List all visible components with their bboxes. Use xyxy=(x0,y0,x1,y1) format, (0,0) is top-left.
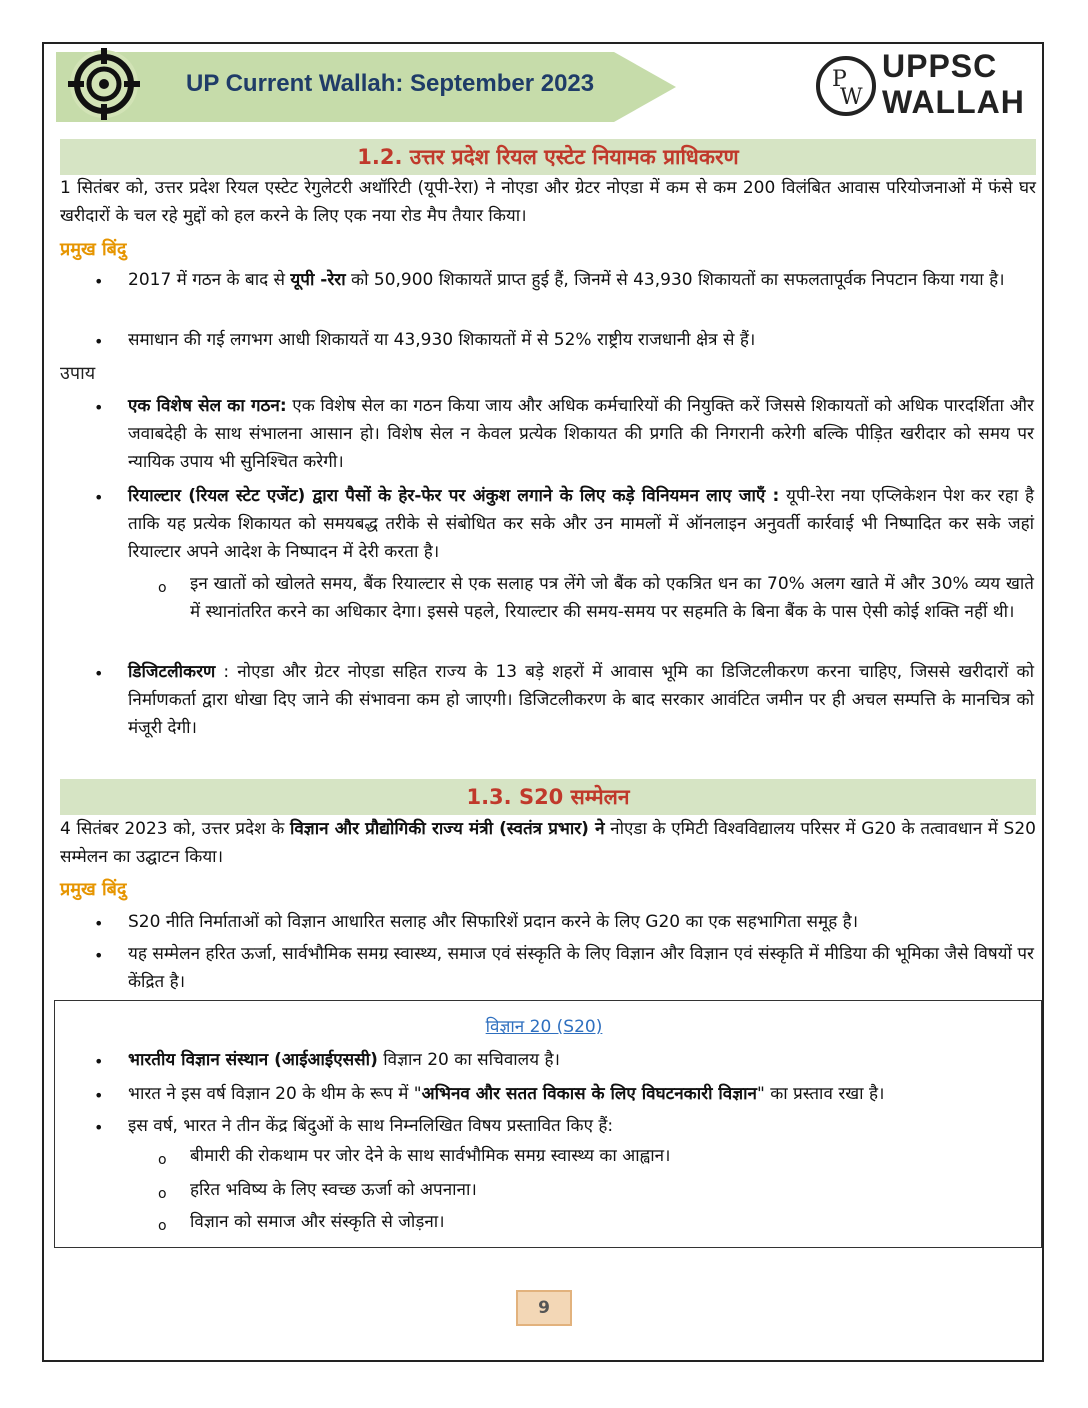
section-1-key-points-heading: प्रमुख बिंदु xyxy=(60,239,127,260)
svg-text:W: W xyxy=(840,85,863,110)
bullet-icon: • xyxy=(94,1052,104,1071)
sub-bullet-icon: o xyxy=(158,580,167,596)
bullet-icon: • xyxy=(94,1118,104,1137)
list-item: S20 नीति निर्माताओं को विज्ञान आधारित सलाह और सिफारिशें प्रदान करने के लिए G20 का एक सहभागिता समूह है। xyxy=(128,912,859,932)
list-item: भारत ने इस वर्ष विज्ञान 20 के थीम के रूप में "अभिनव और सतत विकास के लिए विघटनकारी विज्ञान" का प्रस्ताव रखा है। xyxy=(128,1084,885,1104)
list-item: समाधान की गई लगभग आधी शिकायतें या 43,930 शिकायतों में से 52% राष्ट्रीय राजधानी क्षेत्र से हैं। xyxy=(128,330,756,350)
list-item: भारतीय विज्ञान संस्थान (आईआईएससी) विज्ञान 20 का सचिवालय है। xyxy=(128,1050,560,1070)
section-2-intro: 4 सितंबर 2023 को, उत्तर प्रदेश के विज्ञान और प्रौद्योगिकी राज्य मंत्री (स्वतंत्र प्रभार) ने नोएडा के एमिटी विश्वविद्यालय परिसर में G20 के तत्वावधान में S20 सम्मेलन का उद्घाटन किया। xyxy=(60,819,1036,867)
bullet-icon: • xyxy=(94,914,104,933)
brand-name-bottom: WALLAH xyxy=(882,84,1025,120)
section-2-title: 1.3. S20 सम्मेलन xyxy=(60,779,1036,815)
section-1-intro: 1 सितंबर को, उत्तर प्रदेश रियल एस्टेट रेगुलेटरी अथॉरिटी (यूपी-रेरा) ने नोएडा और ग्रेटर नोएडा में कम से कम 200 विलंबित आवास परियोजनाओं में फंसे घर खरीदारों के चल रहे मुद्दों को हल करने के लिए एक नया रोड मैप तैयार किया। xyxy=(60,178,1036,226)
list-item: हरित भविष्य के लिए स्वच्छ ऊर्जा को अपनाना। xyxy=(190,1180,477,1200)
list-item: रियाल्टार (रियल स्टेट एजेंट) द्वारा पैसों के हेर-फेर पर अंकुश लगाने के लिए कड़े विनियमन लाए जाएँ : यूपी-रेरा नया एप्लिकेशन पेश कर रहा है ताकि यह प्रत्येक शिकायत को समयबद्ध तरीके से संबोधित कर सके और उन मामलों में ऑनलाइन अनुवर्ती कार्रवाई भी निष्पादित कर सके जहां रियाल्टार अपने आदेश के निष्पादन में देरी करता है। xyxy=(128,486,1034,562)
brand-name-top: UPPSC xyxy=(882,48,998,84)
bullet-icon: • xyxy=(94,332,104,351)
list-item: इस वर्ष, भारत ने तीन केंद्र बिंदुओं के साथ निम्नलिखित विषय प्रस्तावित किए हैं: xyxy=(128,1116,614,1136)
list-item: यह सम्मेलन हरित ऊर्जा, सार्वभौमिक समग्र स्वास्थ्य, समाज एवं संस्कृति के लिए विज्ञान और विज्ञान एवं संस्कृति में मीडिया की भूमिका जैसे विषयों पर केंद्रित है। xyxy=(128,944,1034,992)
bullet-icon: • xyxy=(94,946,104,965)
bullet-icon: • xyxy=(94,398,104,417)
header-title: UP Current Wallah: September 2023 xyxy=(186,70,595,97)
section-1-measures-heading: उपाय xyxy=(60,363,96,384)
section-2-key-points-heading: प्रमुख बिंदु xyxy=(60,879,127,900)
sub-bullet-icon: o xyxy=(158,1152,167,1168)
list-item: विज्ञान को समाज और संस्कृति से जोड़ना। xyxy=(190,1212,445,1232)
bullet-icon: • xyxy=(94,272,104,291)
list-item: डिजिटलीकरण : नोएडा और ग्रेटर नोएडा सहित राज्य के 13 बड़े शहरों में आवास भूमि का डिजिटलीकरण करना चाहिए, जिससे खरीदारों को निर्माणकर्ता द्वारा धोखा दिए जाने की संभावना कम हो जाएगी। डिजिटलीकरण के बाद सरकार आवंटित जमीन पर ही अचल सम्पत्ति के मानचित्र को मंजूरी देगी। xyxy=(128,662,1034,738)
list-item: इन खातों को खोलते समय, बैंक रियाल्टार से एक सलाह पत्र लेंगे जो बैंक को एकत्रित धन का 70% अलग खाते में और 30% व्यय खाते में स्थानांतरित करने का अधिकार देगा। इससे पहले, रियाल्टार की समय-समय पर सहमति के बिना बैंक के पास ऐसी कोई शक्ति नहीं थी। xyxy=(190,574,1034,622)
list-item: 2017 में गठन के बाद से यूपी -रेरा को 50,900 शिकायतें प्राप्त हुई हैं, जिनमें से 43,930 शिकायतों का सफलतापूर्वक निपटान किया गया है। xyxy=(128,270,1005,290)
target-icon xyxy=(66,46,142,122)
section-1-title: 1.2. उत्तर प्रदेश रियल एस्टेट नियामक प्राधिकरण xyxy=(60,139,1036,175)
sub-bullet-icon: o xyxy=(158,1218,167,1234)
svg-text:P: P xyxy=(832,67,847,92)
bullet-icon: • xyxy=(94,488,104,507)
list-item: बीमारी की रोकथाम पर जोर देने के साथ सार्वभौमिक समग्र स्वास्थ्य का आह्वान। xyxy=(190,1146,671,1166)
sub-bullet-icon: o xyxy=(158,1186,167,1202)
page-number: 9 xyxy=(516,1290,572,1326)
info-box-title[interactable]: विज्ञान 20 (S20) xyxy=(485,1017,603,1037)
list-item: एक विशेष सेल का गठन: एक विशेष सेल का गठन किया जाय और अधिक कर्मचारियों की नियुक्ति करें जिससे शिकायतों को अधिक पारदर्शिता और जवाबदेही के साथ संभालना आसान हो। विशेष सेल न केवल प्रत्येक शिकायत की प्रगति की निगरानी करेगी बल्कि पीड़ित खरीदार को समय पर न्यायिक उपाय भी सुनिश्चित करेगी। xyxy=(128,396,1034,472)
bullet-icon: • xyxy=(94,1086,104,1105)
bullet-icon: • xyxy=(94,664,104,683)
